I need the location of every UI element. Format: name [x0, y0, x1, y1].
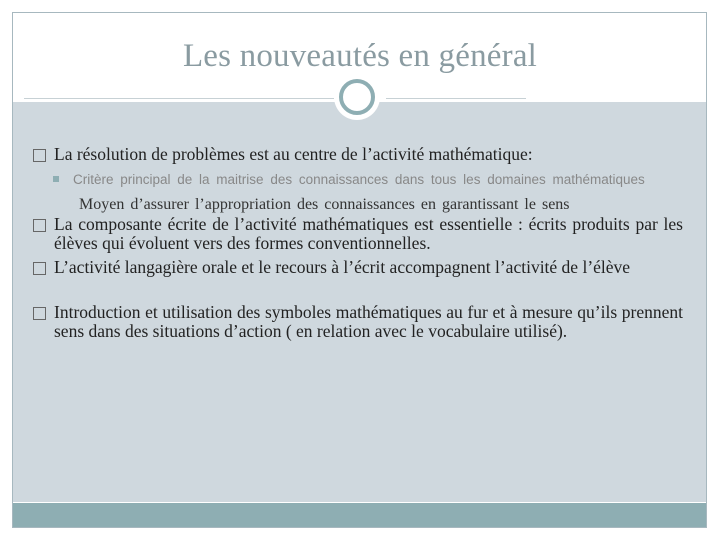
list-item	[33, 303, 683, 341]
slide-title: Les nouveautés en général	[182, 38, 538, 74]
list-item	[33, 258, 683, 277]
checkbox-bullet-icon	[33, 219, 46, 232]
ring-icon	[339, 79, 375, 115]
footer-bar	[13, 503, 706, 527]
list-item-text: Introduction et utilisation des symboles mathématiques au fur et à mesure qu’ils prennent sens dans des situations d’action ( en relation avec le vocabulaire utilisé).	[54, 302, 683, 341]
slide-body	[33, 145, 683, 341]
list-item-text: L’activité langagière orale et le recours à l’écrit accompagnent l’activité de l’élève	[54, 257, 631, 277]
sub-sub-list-item: Moyen d’assurer l’appropriation des connaissances en garantissant le sens	[79, 196, 570, 213]
list-item-text: La composante écrite de l’activité mathématiques est essentielle : écrits produits par les élèves qui évoluent vers des formes conventionnelles.	[54, 214, 683, 253]
title-divider-right	[386, 98, 526, 99]
checkbox-bullet-icon	[33, 149, 46, 162]
checkbox-bullet-icon	[33, 262, 46, 275]
checkbox-bullet-icon	[33, 307, 46, 320]
title-divider-left	[24, 98, 334, 99]
square-bullet-icon	[53, 176, 59, 182]
list-item-text: La résolution de problèmes est au centre de l’activité mathématique:	[54, 144, 533, 164]
list-item	[33, 145, 683, 164]
sub-list-item	[53, 172, 683, 187]
list-item	[33, 215, 683, 253]
sub-list-item-text: Critère principal de la maitrise des connaissances dans tous les domaines mathématiques	[73, 172, 645, 187]
